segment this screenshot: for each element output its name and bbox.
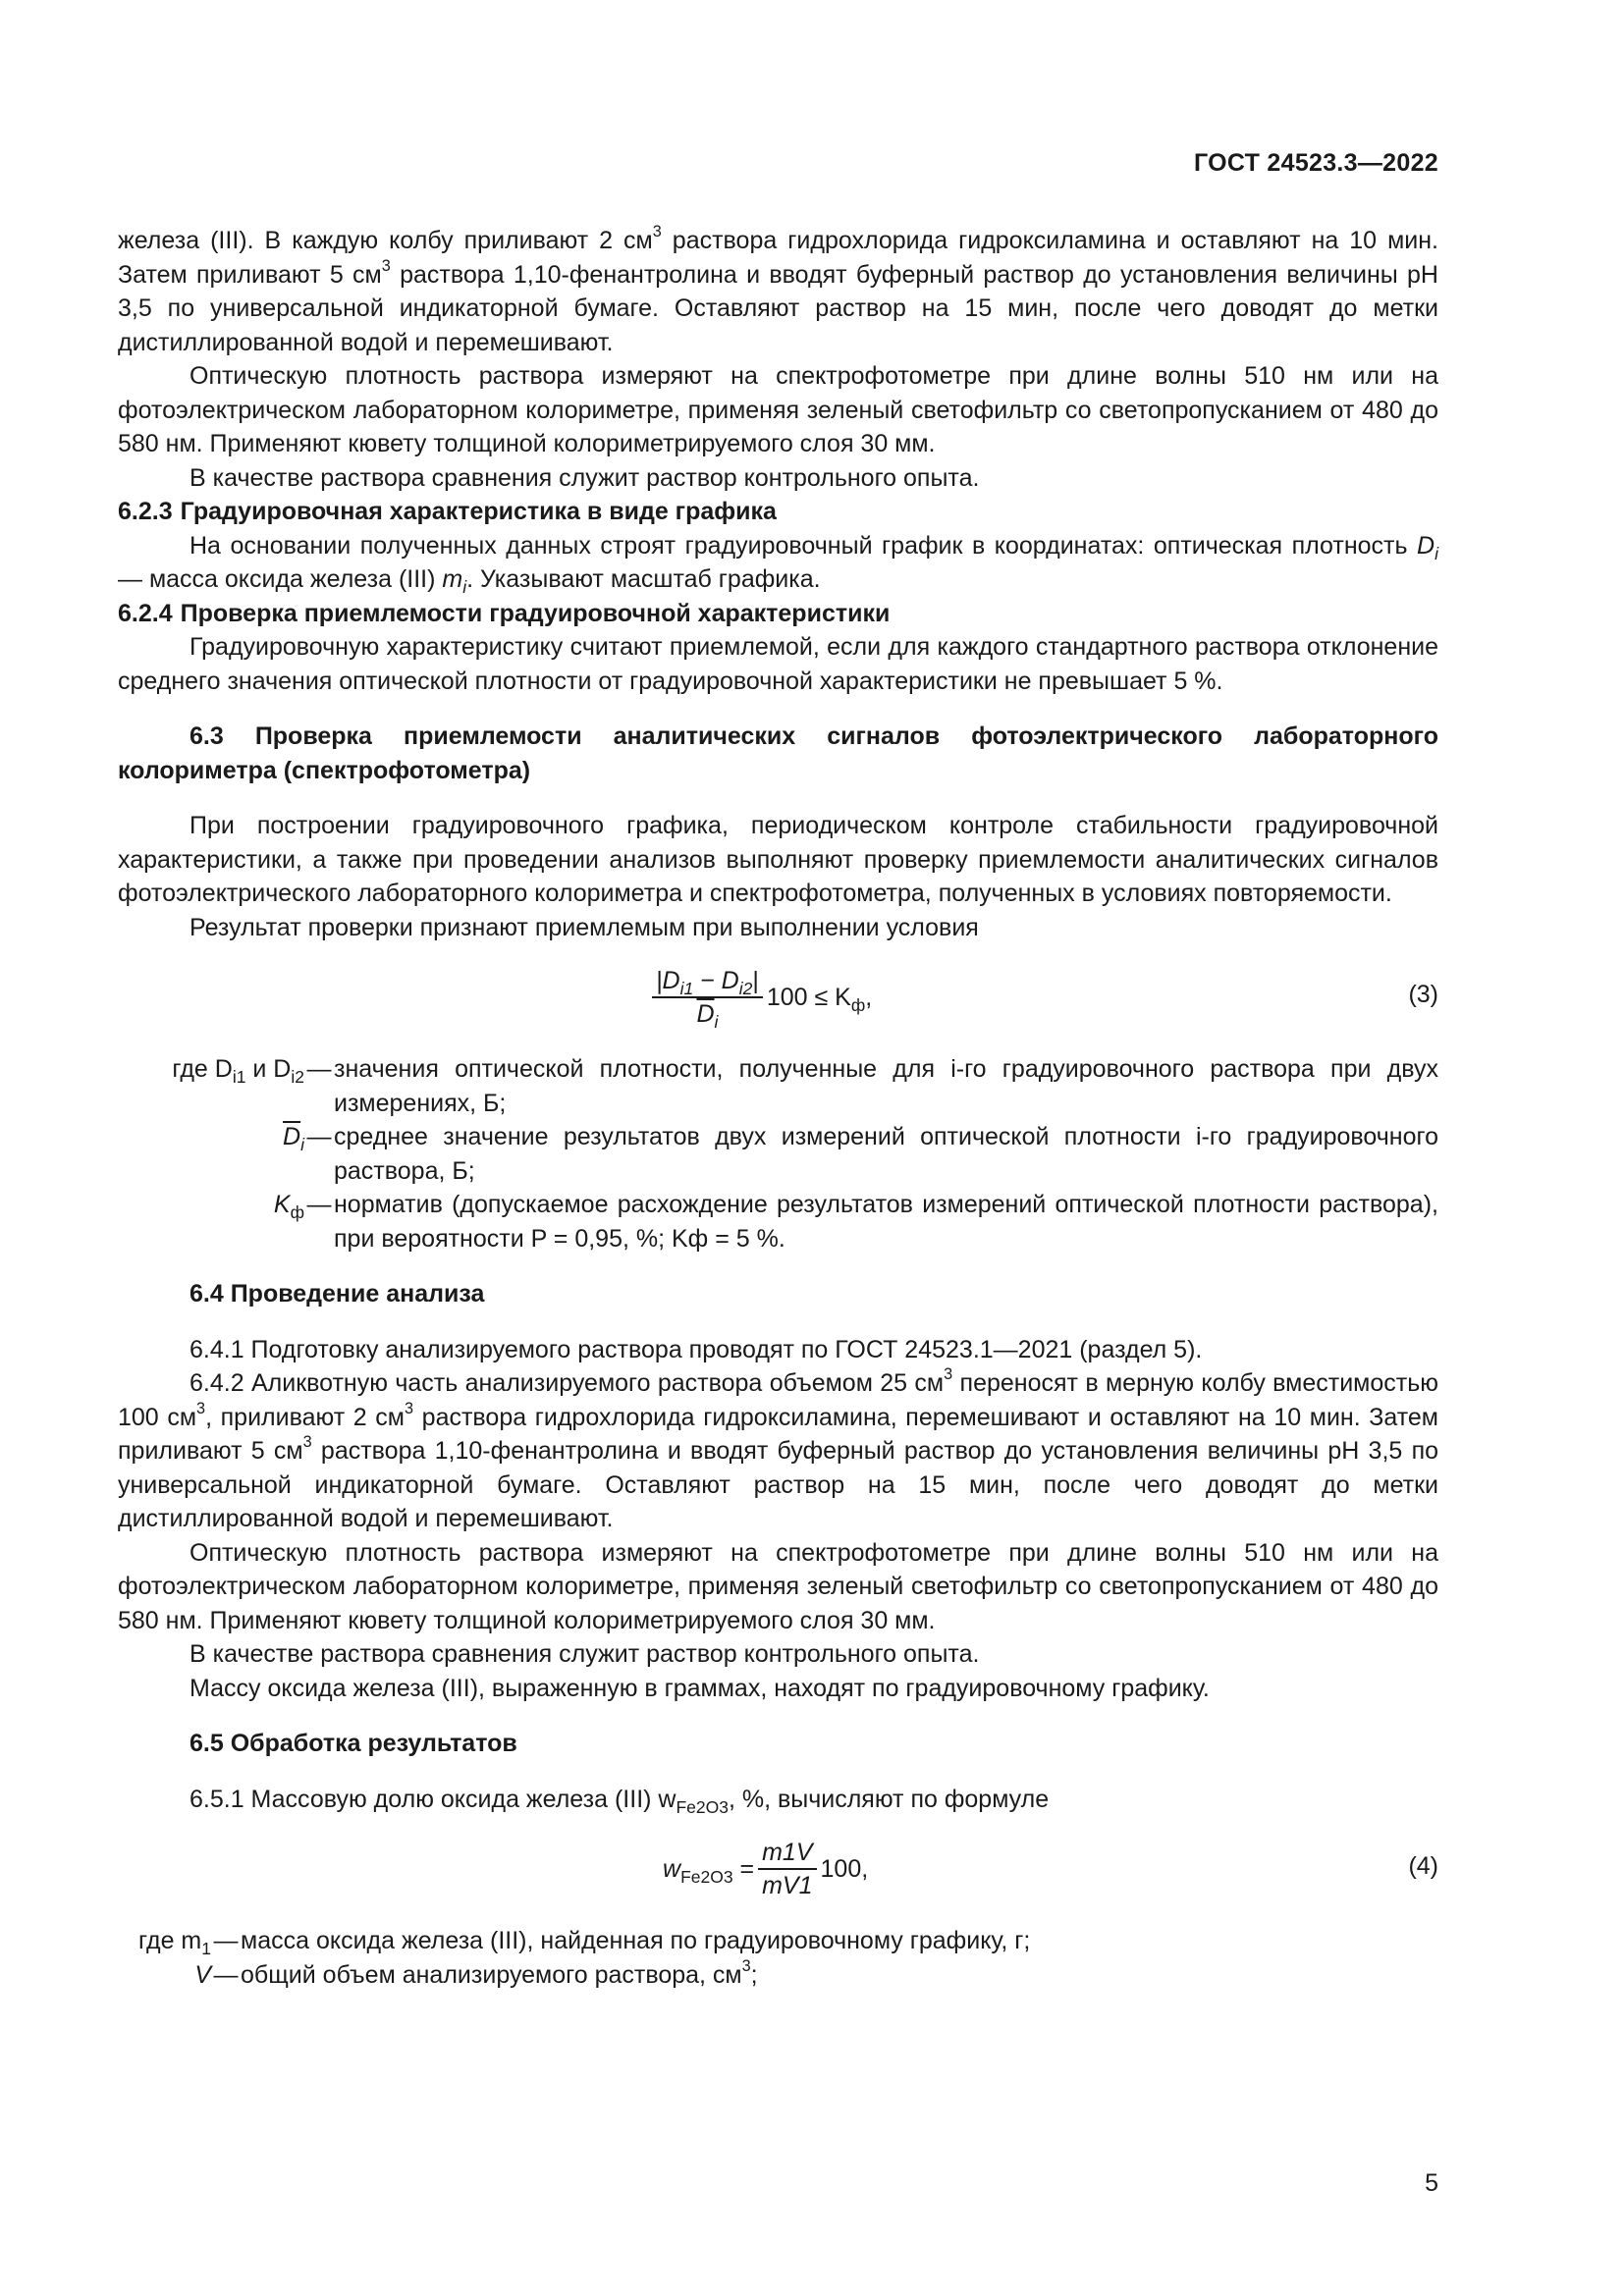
paragraph: Градуировочную характеристику считают приемлемой, если для каждого стандартного раствора отклонение среднего значения оптической плотности от градуировочной характеристики не превышает 5 %. bbox=[118, 633, 1438, 695]
definition-item: где $D_{i1}$ и $D_{i2}$ — значения оптической плотности, полученные для i-го градуировочного раствора при двух измерениях, Б; bbox=[172, 1055, 1438, 1117]
paragraph: В качестве раствора сравнения служит раствор контрольного опыта. bbox=[189, 1640, 980, 1668]
paragraph: железа (III). В каждую колбу приливают 2 $см^3$ раствора гидрохлорида гидроксиламина и оставляют на 10 мин. Затем приливают 5 $см^3$ раствора 1,10-фенантролина и вводят буферный раствор до установления величины рН 3,5 по универсальной индикаторной бумаге. Оставляют раствор на 15 мин, после чего доводят до метки дистиллированной водой и перемешивают. bbox=[118, 222, 1438, 356]
definition-item: $\overline{D}_i$ — среднее значение результатов двух измерений оптической плотности i-го градуировочного раствора, Б; bbox=[283, 1123, 1438, 1185]
paragraph: Оптическую плотность раствора измеряют на спектрофотометре при длине волны 510 нм или на фотоэлектрическом лабораторном колориметре, применяя зеленый светофильтр со светопропусканием от 480 до 580 нм. Применяют кювету толщиной колориметрируемого слоя 30 мм. bbox=[118, 1538, 1438, 1634]
formula-number: (4) bbox=[1408, 1852, 1438, 1880]
document-header: ГОСТ 24523.3—2022 bbox=[1193, 149, 1438, 177]
formula-fraction: $\frac{|D_{i1} - D_{i2}|}{\overline{D}_i}$ bbox=[652, 966, 763, 1029]
section-heading-6-3: 6.3 Проверка приемлемости аналитических сигналов фотоэлектрического лабораторного колориметра (спектрофотометра) bbox=[118, 722, 1438, 784]
document-body bbox=[118, 224, 1438, 1992]
paragraph: 6.5.1 Массовую долю оксида железа (III) $w_{Fe2O3}$, %, вычисляют по формуле bbox=[189, 1785, 1050, 1817]
formula-4: $w_{Fe2O3}$ = $\frac{m1V}{mV1}$ 100, (4) bbox=[663, 1839, 1438, 1899]
definition-item: V — общий объем анализируемого раствора, $см^3$; bbox=[194, 1956, 758, 1989]
formula-fraction: $\frac{m1V}{mV1}$ bbox=[758, 1838, 816, 1900]
formula-4-definitions bbox=[118, 1924, 1438, 1992]
paragraph: При построении градуировочного графика, периодическом контроле стабильности градуировочной характеристики, а также при проведении анализов выполняют проверку приемлемости аналитических сигналов фотоэлектрического лабораторного колориметра и спектрофотометра, полученных в условиях повторяемости. bbox=[118, 812, 1438, 907]
definition-item: где $m_1$ — масса оксида железа (III), найденная по градуировочному графику, г; bbox=[138, 1927, 1031, 1959]
paragraph: Массу оксида железа (III), выраженную в граммах, находят по градуировочному графику. bbox=[189, 1674, 1210, 1702]
definition-item: $K_ф$ — норматив (допускаемое расхождение результатов измерений оптической плотности раствора), при вероятности P = 0,95, %; Kф = 5 %. bbox=[273, 1191, 1438, 1253]
paragraph: Результат проверки признают приемлемым при выполнении условия bbox=[189, 913, 979, 941]
subsection-heading-6-2-4: 6.2.4 Проверка приемлемости градуировочной характеристики bbox=[118, 599, 891, 627]
paragraph: 6.4.1 Подготовку анализируемого раствора проводят по ГОСТ 24523.1—2021 (раздел 5). bbox=[189, 1335, 1203, 1363]
paragraph: 6.4.2 Аликвотную часть анализируемого раствора объемом 25 $см^3$ переносят в мерную колбу вместимостью 100 $см^3$, приливают 2 $см^3$ раствора гидрохлорида гидроксиламина, перемешивают и оставляют на 10 мин. Затем приливают 5 $см^3$ раствора 1,10-фенантролина и вводят буферный раствор до установления величины рН 3,5 по универсальной индикаторной бумаге. Оставляют раствор на 15 мин, после чего доводят до метки дистиллированной водой и перемешивают. bbox=[118, 1364, 1439, 1532]
section-heading-6-5: 6.5 Обработка результатов bbox=[189, 1730, 517, 1757]
formula-3: $\frac{|D_{i1} - D_{i2}|}{\overline{D}_i}$ $100 \le K_ф$, (3) bbox=[118, 958, 1438, 1035]
subsection-heading-6-2-3: 6.2.3 Градуировочная характеристика в виде графика bbox=[118, 498, 777, 525]
paragraph: Оптическую плотность раствора измеряют на спектрофотометре при длине волны 510 нм или на фотоэлектрическом лабораторном колориметре, применяя зеленый светофильтр со светопропусканием от 480 до 580 нм. Применяют кювету толщиной колориметрируемого слоя 30 мм. bbox=[118, 362, 1438, 457]
formula-number: (3) bbox=[1408, 981, 1438, 1008]
section-heading-6-4: 6.4 Проведение анализа bbox=[189, 1280, 485, 1308]
paragraph: На основании полученных данных строят градуировочный график в координатах: оптическая плотность $D_i$ — масса оксида железа (III) $m_i$. Указывают масштаб графика. bbox=[118, 531, 1438, 598]
paragraph: В качестве раствора сравнения служит раствор контрольного опыта. bbox=[189, 463, 980, 492]
formula-3-definitions bbox=[118, 1052, 1438, 1255]
page-number: 5 bbox=[1425, 2169, 1438, 2197]
